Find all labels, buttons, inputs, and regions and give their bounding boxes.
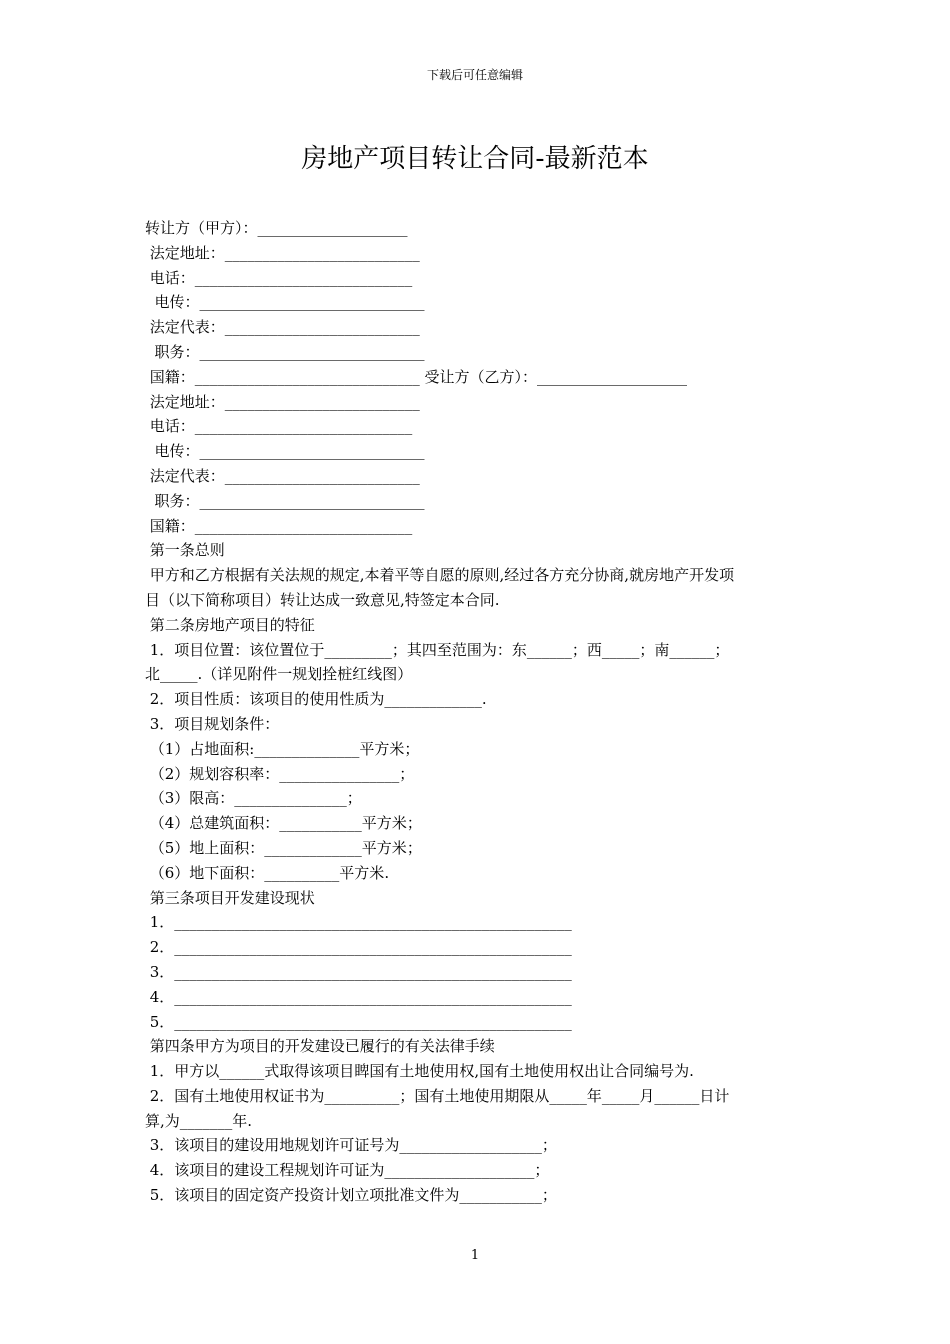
text-line: （5）地上面积：_____________平方米； (145, 838, 422, 857)
text-line: 法定代表：__________________________ (145, 318, 420, 337)
text-line: 电传：______________________________ (145, 442, 425, 461)
section-heading: 第二条房地产项目的特征 (145, 615, 315, 634)
text-line: 1．甲方以______式取得该项目睥国有土地使用权,国有土地使用权出让合同编号为. (145, 1062, 694, 1081)
text-line: 3．该项目的建设用地规划许可证号为___________________； (145, 1136, 557, 1155)
text-line: 3．_____________________________________________________ (145, 962, 572, 981)
text-line: 国籍：______________________________ 受让方（乙方）：____________________ (145, 367, 688, 386)
text-line: 算,为_______年. (145, 1111, 253, 1130)
text-line: 电话：_____________________________ (145, 417, 413, 436)
text-line: 2．_____________________________________________________ (145, 938, 572, 957)
text-line: 5．_____________________________________________________ (145, 1012, 572, 1031)
document-title: 房地产项目转让合同-最新范本 (301, 144, 649, 174)
section-heading: 第四条甲方为项目的开发建设已履行的有关法律手续 (145, 1037, 495, 1056)
text-line: 5．该项目的固定资产投资计划立项批准文件为___________； (145, 1186, 557, 1205)
text-line: 1．_____________________________________________________ (145, 913, 572, 932)
text-line: 法定地址：__________________________ (145, 243, 420, 262)
text-line: 4．该项目的建设工程规划许可证为____________________； (145, 1161, 550, 1180)
text-line: （6）地下面积：__________平方米. (145, 863, 390, 882)
text-line: 3．项目规划条件： (145, 714, 280, 733)
page-header: 下载后可任意编辑 (426, 68, 523, 82)
text-line: 1．项目位置：该位置位于_________；其四至范围为：东______；西_____；南______； (145, 640, 730, 659)
text-line: 职务：______________________________ (145, 491, 425, 510)
section-heading: 第一条总则 (145, 541, 225, 560)
text-line: （4）总建筑面积：___________平方米； (145, 814, 422, 833)
text-line: 国籍：_____________________________ (145, 516, 413, 535)
text-line: 4．_____________________________________________________ (145, 987, 572, 1006)
text-line: 2．国有土地使用权证书为__________；国有土地使用期限从_____年_____月______日计 (145, 1086, 730, 1105)
text-line: 法定代表：__________________________ (145, 466, 420, 485)
text-line: 2．项目性质：该项目的使用性质为_____________. (145, 690, 487, 709)
contract-body (145, 216, 810, 1208)
text-line: 目（以下简称项目）转让达成一致意见,特签定本合同. (145, 590, 500, 609)
text-line: 北_____.（详见附件一规划拴桩红线图） (145, 665, 413, 684)
text-line: 电传：______________________________ (145, 293, 425, 312)
text-line: （2）规划容积率：________________； (145, 764, 415, 783)
text-line: 职务：______________________________ (145, 342, 425, 361)
text-line: 转让方（甲方）：____________________ (145, 219, 408, 237)
text-line: 法定地址：__________________________ (145, 392, 420, 411)
text-line: （1）占地面积:______________平方米； (145, 739, 420, 758)
text-line: 电话：_____________________________ (145, 268, 413, 287)
text-line: 甲方和乙方根据有关法规的规定,本着平等自愿的原则,经过各方充分协商,就房地产开发项 (145, 566, 735, 585)
text-line: （3）限高：_______________； (145, 789, 362, 808)
section-heading: 第三条项目开发建设现状 (145, 888, 315, 907)
page-number: 1 (470, 1248, 480, 1263)
